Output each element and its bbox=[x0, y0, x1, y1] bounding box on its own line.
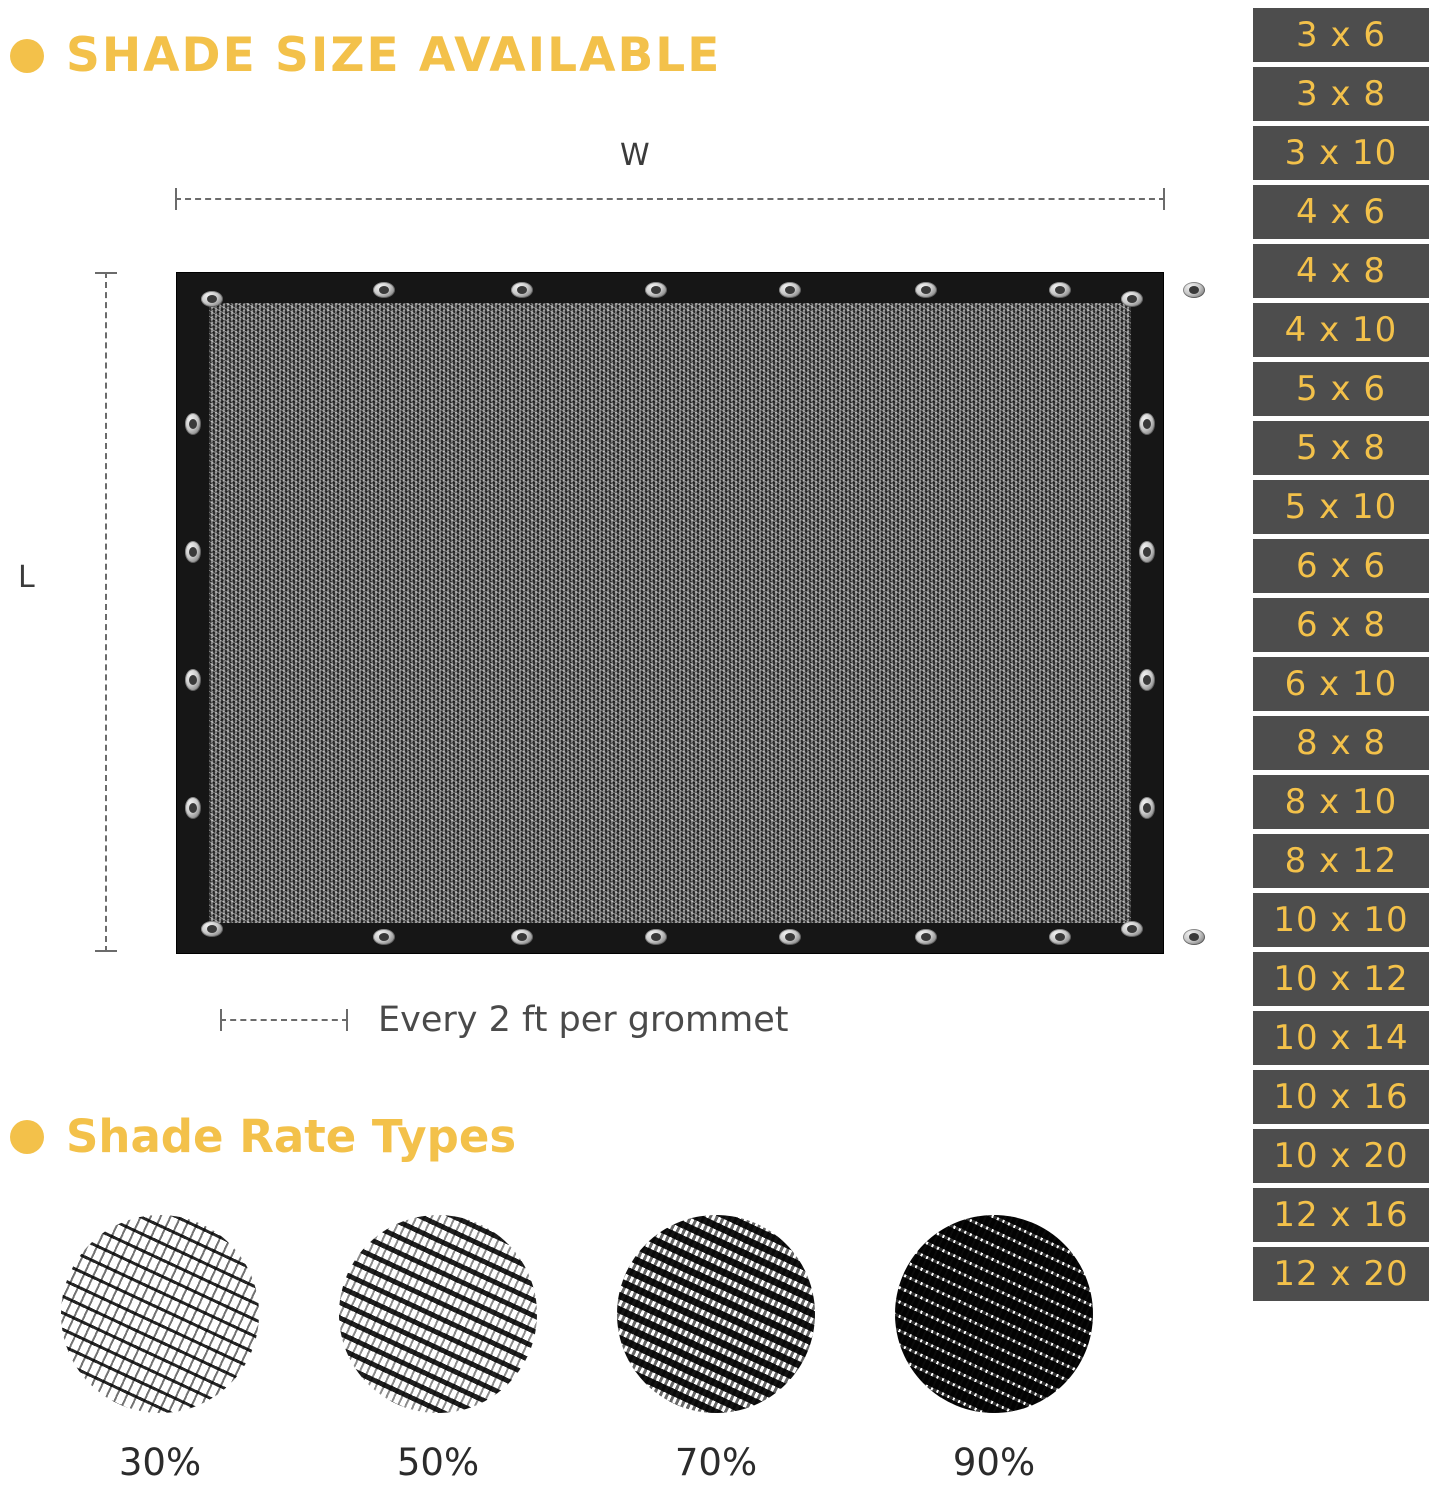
shade-rate-label: 90% bbox=[952, 1441, 1036, 1484]
shade-rate-label: 70% bbox=[674, 1441, 758, 1484]
bullet-dot-icon bbox=[10, 1120, 44, 1154]
size-chip[interactable]: 4 x 8 bbox=[1253, 244, 1429, 298]
length-dimension-line bbox=[95, 272, 117, 952]
size-chip[interactable]: 6 x 10 bbox=[1253, 657, 1429, 711]
shade-rate-item bbox=[894, 1215, 1094, 1484]
grommet bbox=[185, 413, 201, 435]
size-chip[interactable]: 8 x 12 bbox=[1253, 834, 1429, 888]
width-dimension-line bbox=[175, 188, 1165, 210]
width-dimension-dash bbox=[175, 198, 1165, 200]
section-title-shade-size: SHADE SIZE AVAILABLE bbox=[66, 28, 722, 83]
grommet bbox=[1139, 669, 1155, 691]
grommet bbox=[779, 282, 801, 298]
length-dimension-dash bbox=[105, 272, 107, 952]
shade-mesh-fabric bbox=[209, 303, 1131, 923]
width-dimension-cap-right bbox=[1163, 188, 1165, 210]
shade-rate-label: 50% bbox=[396, 1441, 480, 1484]
size-chip[interactable]: 4 x 10 bbox=[1253, 303, 1429, 357]
size-chip[interactable]: 10 x 12 bbox=[1253, 952, 1429, 1006]
width-dimension-label: W bbox=[620, 138, 650, 173]
grommet bbox=[185, 669, 201, 691]
grommet-corner bbox=[201, 921, 223, 937]
grommet bbox=[915, 929, 937, 945]
length-dimension-label: L bbox=[18, 560, 35, 595]
shade-rate-item bbox=[338, 1215, 538, 1484]
size-chip[interactable]: 10 x 14 bbox=[1253, 1011, 1429, 1065]
size-chip[interactable]: 10 x 20 bbox=[1253, 1129, 1429, 1183]
mesh-90-icon bbox=[895, 1215, 1093, 1413]
size-chip[interactable]: 4 x 6 bbox=[1253, 185, 1429, 239]
grommet bbox=[915, 282, 937, 298]
mesh-30-icon bbox=[61, 1215, 259, 1413]
size-chip[interactable]: 5 x 10 bbox=[1253, 480, 1429, 534]
grommet bbox=[1139, 541, 1155, 563]
grommet bbox=[1139, 797, 1155, 819]
grommet bbox=[185, 541, 201, 563]
grommet bbox=[645, 929, 667, 945]
shade-rate-list bbox=[60, 1215, 1190, 1484]
mesh-50-icon bbox=[339, 1215, 537, 1413]
grommet bbox=[511, 929, 533, 945]
section-heading-shade-size bbox=[10, 28, 721, 83]
grommet-corner bbox=[1121, 291, 1143, 307]
size-chip[interactable]: 5 x 8 bbox=[1253, 421, 1429, 475]
size-chip[interactable]: 3 x 10 bbox=[1253, 126, 1429, 180]
grommet bbox=[645, 282, 667, 298]
grommet-spacing-cap-right bbox=[346, 1009, 348, 1031]
section-title-shade-rate: Shade Rate Types bbox=[66, 1110, 517, 1163]
size-chip[interactable]: 3 x 8 bbox=[1253, 67, 1429, 121]
grommet bbox=[185, 797, 201, 819]
available-sizes-list bbox=[1253, 8, 1429, 1301]
shade-dimension-diagram bbox=[0, 120, 1255, 1080]
size-chip[interactable]: 8 x 10 bbox=[1253, 775, 1429, 829]
mesh-70-icon bbox=[617, 1215, 815, 1413]
bullet-dot-icon bbox=[10, 39, 44, 73]
grommet bbox=[1139, 413, 1155, 435]
size-chip[interactable]: 10 x 16 bbox=[1253, 1070, 1429, 1124]
grommet bbox=[373, 282, 395, 298]
grommet-spacing-dash bbox=[220, 1019, 348, 1021]
grommet-spacing-dimension bbox=[220, 1009, 348, 1031]
grommet-corner bbox=[201, 291, 223, 307]
grommet bbox=[1049, 282, 1071, 298]
size-chip[interactable]: 12 x 16 bbox=[1253, 1188, 1429, 1242]
grommet-spacing-note bbox=[220, 1000, 789, 1040]
section-heading-shade-rate bbox=[10, 1110, 516, 1163]
grommet bbox=[779, 929, 801, 945]
size-chip[interactable]: 3 x 6 bbox=[1253, 8, 1429, 62]
shade-rate-item bbox=[60, 1215, 260, 1484]
grommet bbox=[1049, 929, 1071, 945]
shade-rate-label: 30% bbox=[118, 1441, 202, 1484]
grommet-spacing-text: Every 2 ft per grommet bbox=[378, 1000, 789, 1040]
size-chip[interactable]: 12 x 20 bbox=[1253, 1247, 1429, 1301]
size-chip[interactable]: 5 x 6 bbox=[1253, 362, 1429, 416]
shade-rate-item bbox=[616, 1215, 816, 1484]
size-chip[interactable]: 6 x 8 bbox=[1253, 598, 1429, 652]
size-chip[interactable]: 8 x 8 bbox=[1253, 716, 1429, 770]
shade-cloth-panel bbox=[176, 272, 1164, 954]
grommet-corner bbox=[1121, 921, 1143, 937]
size-chip[interactable]: 6 x 6 bbox=[1253, 539, 1429, 593]
length-dimension-cap-bottom bbox=[95, 950, 117, 952]
grommet bbox=[511, 282, 533, 298]
grommet bbox=[373, 929, 395, 945]
grommet bbox=[1183, 282, 1205, 298]
size-chip[interactable]: 10 x 10 bbox=[1253, 893, 1429, 947]
grommet bbox=[1183, 929, 1205, 945]
